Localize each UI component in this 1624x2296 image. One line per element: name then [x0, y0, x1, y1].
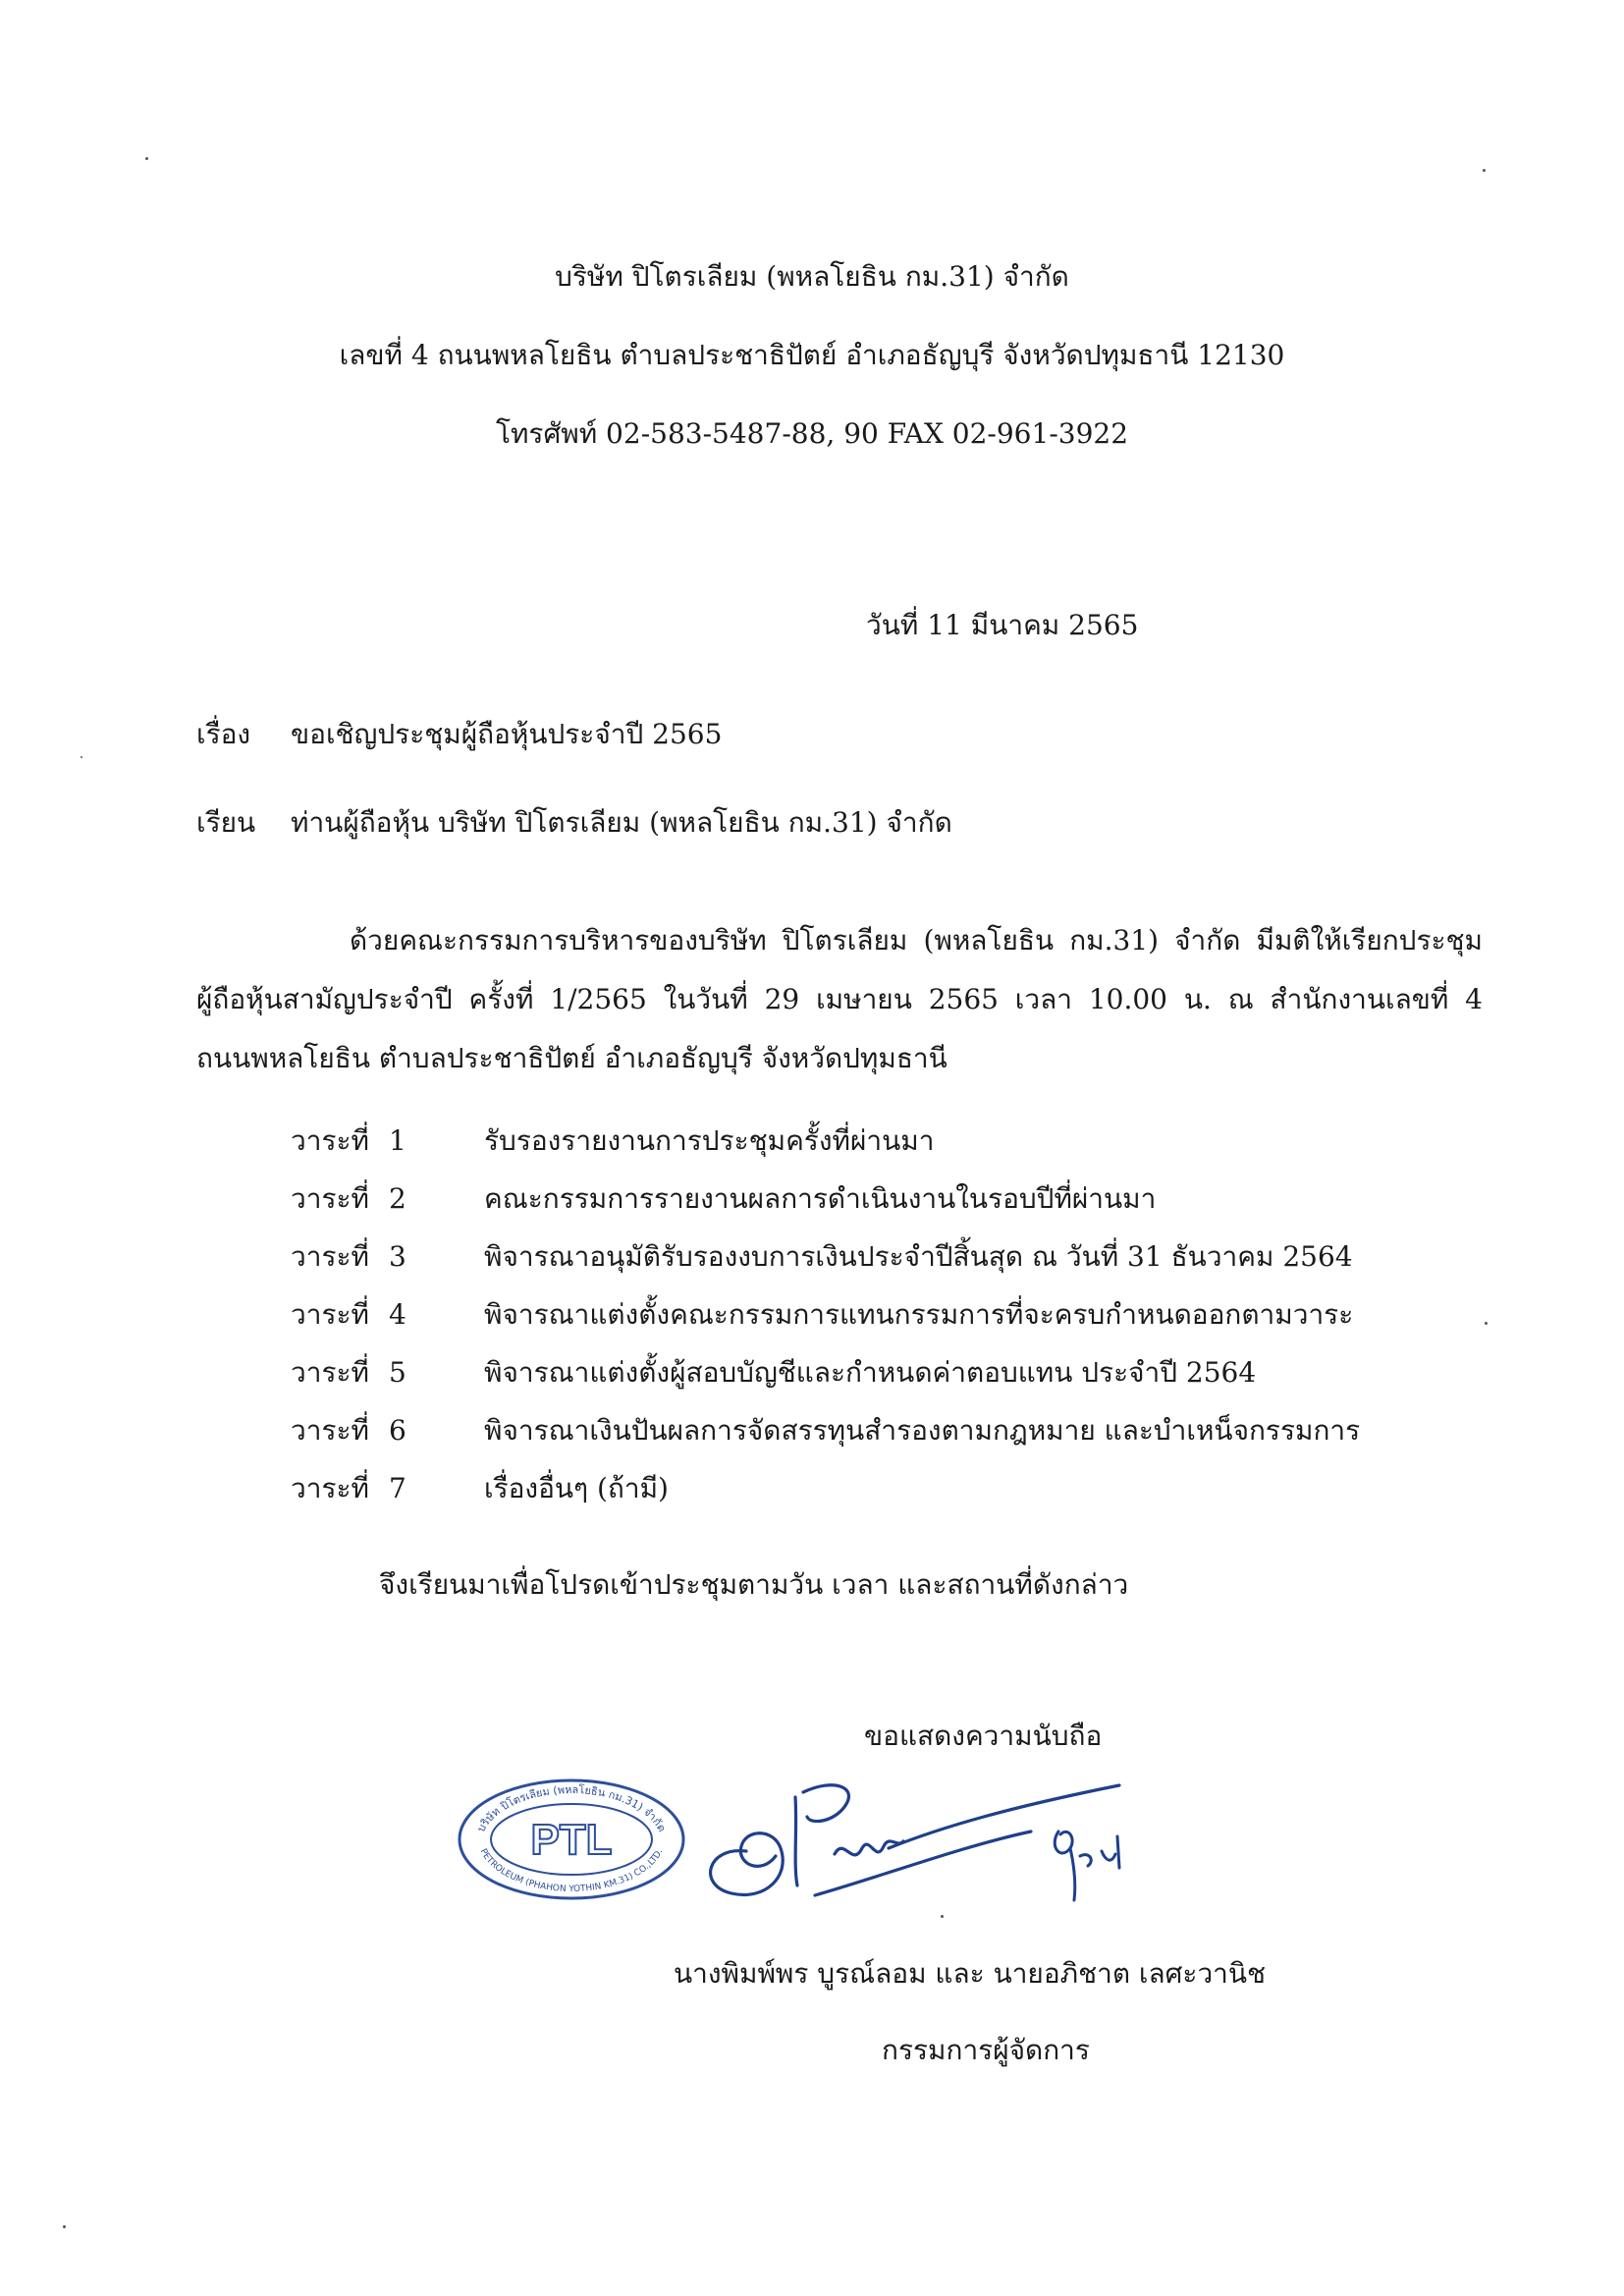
body-line-3: ถนนพหลโยธิน ตำบลประชาธิปัตย์ อำเภอธัญบุรี จังหวัดปทุมธานี	[196, 1042, 947, 1074]
company-contact: โทรศัพท์ 02-583-5487-88, 90 FAX 02-961-3922	[495, 417, 1129, 450]
letter-date: วันที่ 11 มีนาคม 2565	[866, 609, 1139, 641]
scan-speck	[81, 756, 82, 758]
scan-speck	[63, 2225, 66, 2228]
agenda-number: 2	[389, 1182, 406, 1215]
agenda-item	[0, 1469, 1624, 1508]
agenda-word: วาระที่	[291, 1182, 369, 1215]
closing-sentence: จึงเรียนมาเพื่อโปรดเข้าประชุมตามวัน เวลา และสถานที่ดังกล่าว	[379, 1568, 1129, 1601]
scan-speck	[145, 157, 148, 160]
svg-text:PTL: PTL	[530, 1816, 613, 1864]
agenda-word: วาระที่	[291, 1356, 369, 1389]
agenda-item	[0, 1353, 1624, 1393]
signature-initials	[1041, 1807, 1129, 1905]
agenda-item	[0, 1295, 1624, 1335]
agenda-text: เรื่องอื่นๆ (ถ้ามี)	[484, 1472, 669, 1504]
agenda-text: รับรองรายงานการประชุมครั้งที่ผ่านมา	[484, 1124, 935, 1157]
agenda-word: วาระที่	[291, 1472, 369, 1504]
agenda-text: พิจารณาแต่งตั้งคณะกรรมการแทนกรรมการที่จะครบกำหนดออกตามวาระ	[484, 1298, 1354, 1331]
agenda-text: พิจารณาอนุมัติรับรองงบการเงินประจำปีสิ้นสุด ณ วันที่ 31 ธันวาคม 2564	[484, 1240, 1353, 1273]
agenda-item	[0, 1411, 1624, 1450]
agenda-text: พิจารณาเงินปันผลการจัดสรรทุนสำรองตามกฎหมาย และบำเหน็จกรรมการ	[484, 1414, 1361, 1447]
agenda-number: 4	[389, 1298, 406, 1331]
agenda-word: วาระที่	[291, 1298, 369, 1331]
agenda-item	[0, 1121, 1624, 1161]
agenda-word: วาระที่	[291, 1124, 369, 1157]
subject-text: ขอเชิญประชุมผู้ถือหุ้นประจำปี 2565	[291, 718, 723, 750]
recipient-text: ท่านผู้ถือหุ้น บริษัท ปิโตรเลียม (พหลโยธิน กม.31) จำกัด	[291, 806, 952, 839]
scan-speck	[1485, 1322, 1488, 1325]
svg-text:PETROLEUM (PHAHON YOTHIN KM.31: PETROLEUM (PHAHON YOTHIN KM.31) CO.,LTD.	[477, 1847, 666, 1895]
agenda-text: คณะกรรมการรายงานผลการดำเนินงานในรอบปีที่ผ่านมา	[484, 1182, 1157, 1215]
regards-text: ขอแสดงความนับถือ	[864, 1720, 1103, 1752]
recipient-label: เรียน	[196, 806, 256, 839]
body-line-1: ด้วยคณะกรรมการบริหารของบริษัท ปิโตรเลียม (พหลโยธิน กม.31) จำกัด มีมติให้เรียกประชุม	[350, 924, 1483, 957]
svg-text:บริษัท ปิโตรเลียม (พหลโยธิน กม: บริษัท ปิโตรเลียม (พหลโยธิน กม.31) จำกัด	[474, 1782, 669, 1834]
agenda-number: 1	[389, 1124, 406, 1157]
agenda-number: 5	[389, 1356, 406, 1389]
agenda-item	[0, 1237, 1624, 1277]
body-line-2: ผู้ถือหุ้นสามัญประจำปี ครั้งที่ 1/2565 ในวันที่ 29 เมษายน 2565 เวลา 10.00 น. ณ สำนักงานเลขที่ 4	[196, 983, 1483, 1015]
scan-speck	[1483, 169, 1486, 172]
signatory-names: นางพิมพ์พร บูรณ์ลอม และ นายอภิชาต เลศะวานิช	[674, 1957, 1267, 1990]
company-name: บริษัท ปิโตรเลียม (พหลโยธิน กม.31) จำกัด	[555, 260, 1069, 293]
subject-label: เรื่อง	[196, 718, 251, 750]
company-seal	[454, 1776, 689, 1903]
agenda-number: 3	[389, 1240, 406, 1273]
agenda-item	[0, 1179, 1624, 1219]
scan-speck	[941, 1915, 944, 1918]
agenda-word: วาระที่	[291, 1240, 369, 1273]
agenda-text: พิจารณาแต่งตั้งผู้สอบบัญชีและกำหนดค่าตอบแทน ประจำปี 2564	[484, 1356, 1257, 1389]
signatory-position: กรรมการผู้จัดการ	[882, 2034, 1090, 2066]
agenda-number: 6	[389, 1414, 406, 1447]
agenda-number: 7	[389, 1472, 406, 1504]
company-address: เลขที่ 4 ถนนพหลโยธิน ตำบลประชาธิปัตย์ อำเภอธัญบุรี จังหวัดปทุมธานี 12130	[339, 339, 1285, 371]
agenda-word: วาระที่	[291, 1414, 369, 1447]
